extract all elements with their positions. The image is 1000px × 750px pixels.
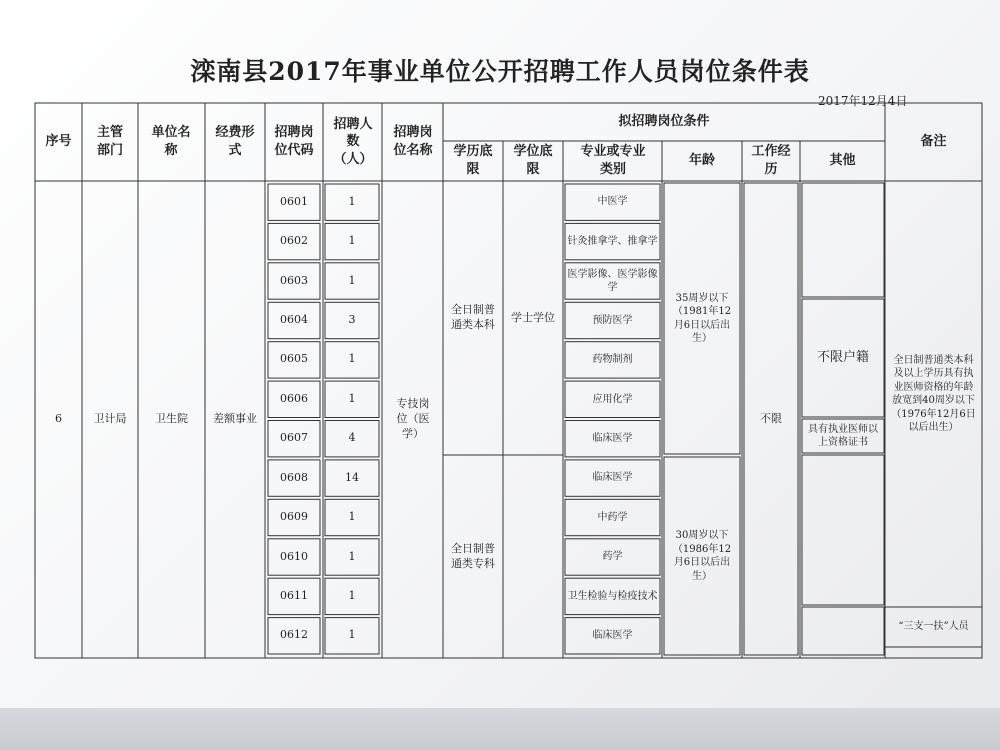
header-funding: 经费形式: [215, 125, 255, 158]
position-code: 0611: [280, 588, 308, 602]
header-major: 专业或专业类别: [580, 144, 646, 177]
row-other-household: 不限户籍: [816, 350, 869, 366]
position-code: 0603: [280, 273, 308, 287]
position-code: 0604: [280, 313, 308, 327]
position-major: 中药学: [597, 511, 628, 523]
position-major: 预防医学: [592, 314, 633, 326]
row-remark-sanzhiyifu: “三支一扶”人员: [898, 621, 969, 633]
position-major: 药物制剂: [592, 354, 633, 366]
document-date: 2017年12月4日: [818, 94, 908, 108]
row-seq: 6: [55, 412, 62, 426]
row-other-license: 具有执业医师以上资格证书: [808, 423, 878, 448]
row-degree-a: 学士学位: [511, 310, 555, 324]
position-major: 卫生检验与检疫技术: [567, 590, 658, 602]
position-count: 1: [348, 352, 356, 366]
position-code: 0610: [280, 549, 308, 563]
position-count: 1: [348, 628, 356, 642]
position-count: 1: [348, 510, 356, 524]
position-count: 1: [348, 234, 356, 248]
position-count: 1: [348, 273, 356, 287]
position-count: 4: [348, 431, 356, 445]
position-count: 3: [348, 313, 356, 327]
position-major: 医学影像、医学影像学: [567, 268, 658, 294]
position-major: 临床医学: [592, 472, 633, 484]
header-count: 招聘人数（人）: [333, 116, 373, 167]
header-other: 其他: [829, 153, 856, 169]
position-count: 1: [348, 391, 356, 405]
header-dept: 主管部门: [96, 125, 123, 158]
position-major: 中医学: [597, 196, 628, 208]
header-unit: 单位名称: [151, 125, 191, 158]
row-age-b: 30周岁以下（1986年12月6日以后出生）: [672, 530, 732, 582]
header-age: 年龄: [688, 153, 715, 169]
table-surface-edge: [0, 708, 1000, 750]
position-count: 1: [348, 588, 356, 602]
row-exp: 不限: [760, 411, 782, 425]
row-unit: 卫生院: [155, 412, 188, 426]
row-post: 专技岗位（医学）: [396, 397, 430, 440]
position-major: 临床医学: [592, 630, 633, 642]
position-code: 0607: [280, 431, 308, 445]
position-count: 1: [348, 194, 356, 208]
row-funding: 差额事业: [213, 412, 257, 426]
position-code: 0602: [280, 234, 308, 248]
row-edu-b: 全日制普通类专科: [451, 541, 495, 570]
row-age-a: 35周岁以下（1981年12月6日以后出生）: [672, 292, 732, 344]
position-major: 临床医学: [592, 432, 633, 444]
position-major: 药学: [602, 551, 623, 563]
header-exp: 工作经历: [751, 144, 791, 177]
position-code: 0612: [280, 628, 308, 642]
position-code: 0605: [280, 352, 308, 366]
position-major: 应用化学: [592, 393, 633, 405]
position-major: 针灸推拿学、推拿学: [567, 235, 658, 247]
header-conditions: 拟招聘岗位条件: [618, 114, 710, 130]
position-code: 0609: [280, 510, 308, 524]
row-remark-age: 全日制普通类本科及以上学历具有执业医师资格的年龄放宽到40周岁以下（1976年12月6日以后出生）: [891, 354, 976, 433]
header-edu: 学历底限: [453, 144, 493, 177]
position-count: 14: [345, 470, 359, 484]
position-count: 1: [348, 549, 356, 563]
header-seq: 序号: [45, 134, 72, 150]
page-title: 滦南县2017年事业单位公开招聘工作人员岗位条件表: [190, 57, 810, 86]
position-code: 0606: [280, 391, 308, 405]
row-dept: 卫计局: [93, 412, 127, 426]
header-remark: 备注: [920, 134, 947, 150]
position-code: 0608: [280, 470, 308, 484]
header-post: 招聘岗位名称: [393, 125, 433, 158]
header-degree: 学位底限: [513, 144, 553, 177]
row-edu-a: 全日制普通类本科: [451, 303, 495, 331]
position-code: 0601: [280, 194, 308, 208]
header-code: 招聘岗位代码: [274, 125, 314, 158]
